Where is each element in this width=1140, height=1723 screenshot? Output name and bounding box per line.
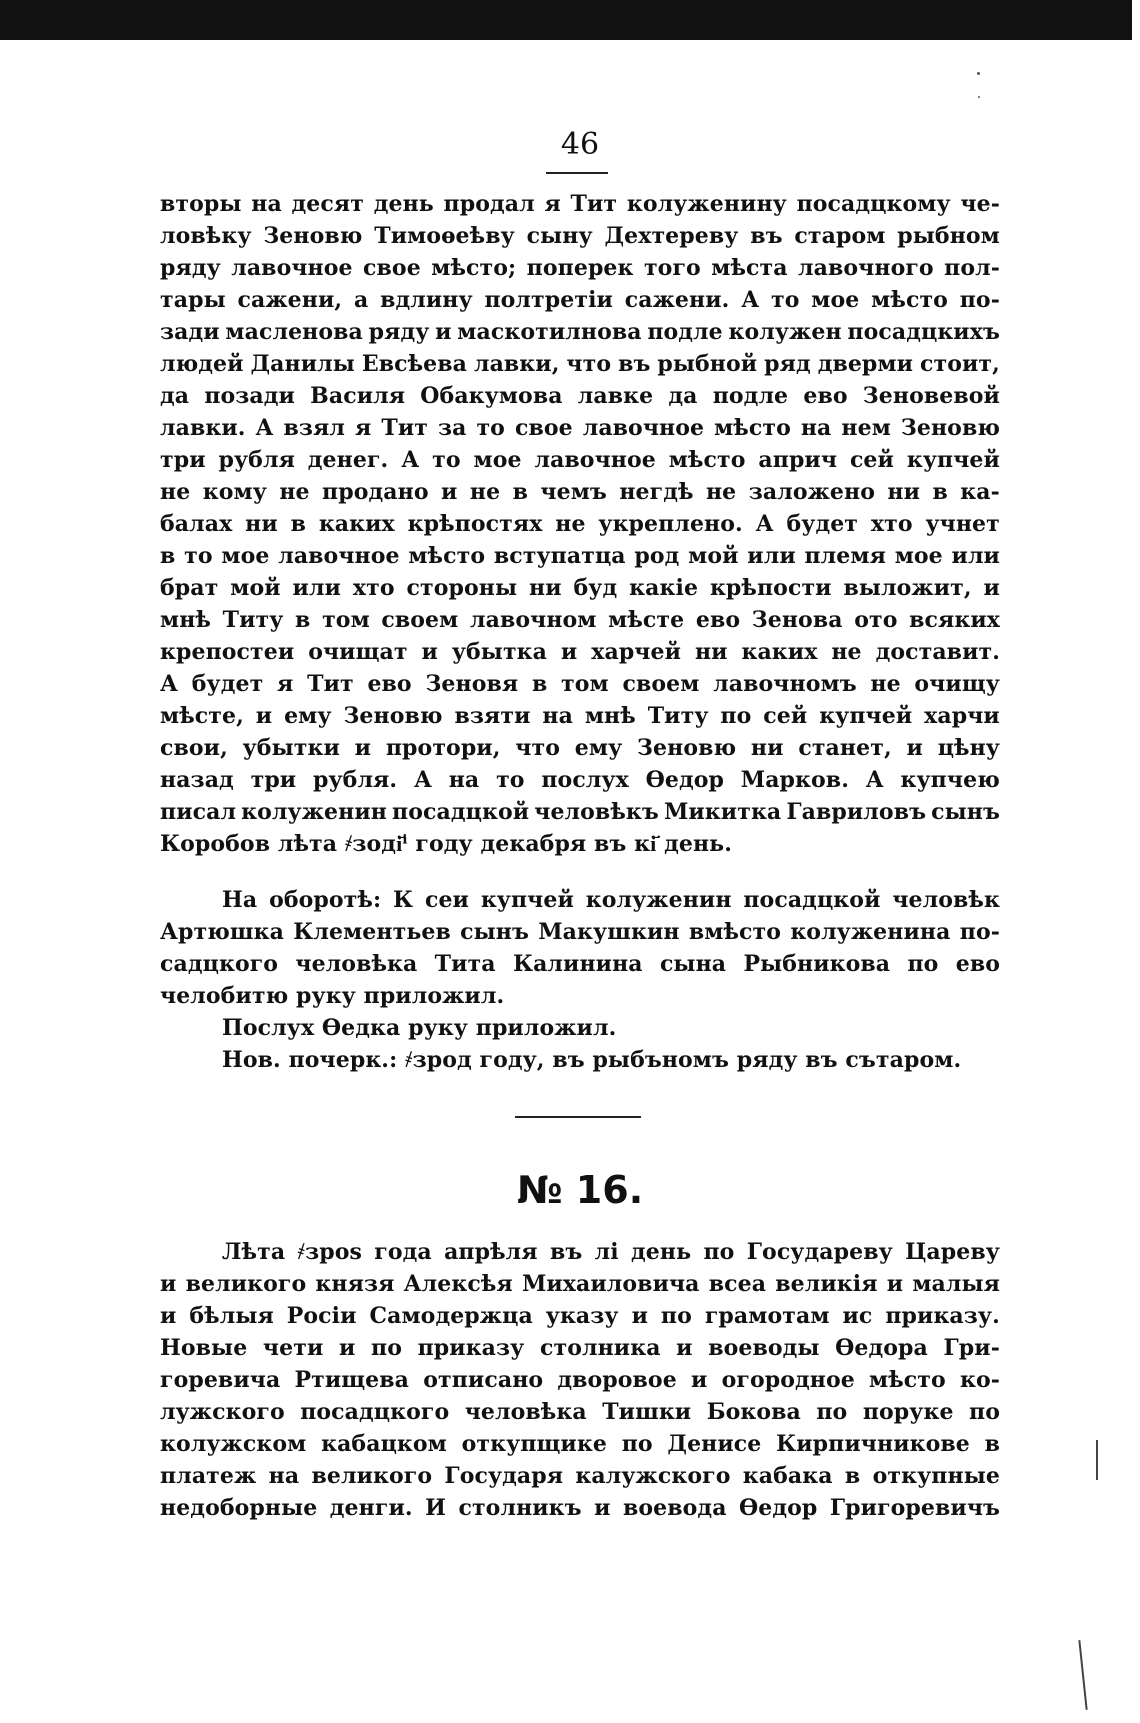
text-line: свои, убытки и протори, что ему Зеновю ни станет, и цѣну <box>160 735 1000 761</box>
text-line: мѣсте, и ему Зеновю взяти на мнѣ Титу по сей купчей харчи <box>160 703 1000 729</box>
text-line: А будет я Тит ево Зеновя в том своем лавочномъ не очищу <box>160 671 1000 697</box>
text-line: Артюшка Клементьев сынъ Макушкин вмѣсто колуженина по- <box>160 919 1000 945</box>
scan-artifact-dot <box>977 72 980 75</box>
new-hand-line: Нов. почерк.: ҂зрод году, въ рыбъномъ ряду въ сътаром. <box>222 1047 962 1073</box>
text-line: да позади Василя Обакумова лавке да подле ево Зеновевой <box>160 383 1000 409</box>
text-line: и бѣлыя Росiи Самодержца указу и по грамотам ис приказу. <box>160 1303 1000 1329</box>
text-line: горевича Ртищева отписано дворовое и огородное мѣсто ко- <box>160 1367 1000 1393</box>
witness-line: Послух Ѳедка руку приложил. <box>222 1015 617 1041</box>
text-line: челобитю руку приложил. <box>160 983 505 1009</box>
text-line: и великого князя Алексѣя Михаиловича всеа великiя и малыя <box>160 1271 1000 1297</box>
text-line: лавки. А взял я Тит за то свое лавочное мѣсто на нем Зеновю <box>160 415 1000 441</box>
scan-top-border <box>0 0 1132 40</box>
text-line: мнѣ Титу в том своем лавочном мѣсте ево Зенова ото всяких <box>160 607 1000 633</box>
paragraph-2 <box>160 884 1000 1076</box>
text-line: платеж на великого Государя калужского кабака в откупные <box>160 1463 1000 1489</box>
text-line: Новые чети и по приказу столника и воеводы Ѳедора Гри- <box>160 1335 1000 1361</box>
text-line: Коробов лѣта ҂зоді҃ⁱ году декабря въ кі҃ день. <box>160 831 732 857</box>
scan-artifact-mark <box>1096 1440 1098 1480</box>
text-line: крепостеи очищат и убытка и харчей ни каких не доставит. <box>160 639 1000 665</box>
text-line: не кому не продано и не в чемъ негдѣ не заложено ни в ка- <box>160 479 1000 505</box>
text-line: зади масленова ряду и маскотилнова подле колужен посадцкихъ <box>160 319 1000 345</box>
page-number-underline <box>546 172 608 174</box>
text-line: колужском кабацком откупщике по Денисе Кирпичникове в <box>160 1431 1000 1457</box>
text-line: ловѣку Зеновю Тимоѳеѣву сыну Дехтереву въ старом рыбном <box>160 223 1000 249</box>
text-line: балах ни в каких крѣпостях не укреплено. А будет хто учнет <box>160 511 1000 537</box>
paragraph-3 <box>160 1236 1000 1524</box>
text-line: ряду лавочное свое мѣсто; поперек того мѣста лавочного пол- <box>160 255 1000 281</box>
text-line: брат мой или хто стороны ни буд какiе крѣпости выложит, и <box>160 575 1000 601</box>
text-line: На оборотѣ: К сеи купчей колуженин посадцкой человѣк <box>222 887 1000 913</box>
document-number-heading: № 16. <box>516 1168 644 1212</box>
page-number: 46 <box>560 127 600 162</box>
scan-artifact-dot <box>978 96 980 98</box>
text-line: три рубля денег. А то мое лавочное мѣсто априч сей купчей <box>160 447 1000 473</box>
text-line: Лѣта ҂зроѕ года апрѣля въ лі день по Государеву Цареву <box>222 1239 1000 1265</box>
paragraph-1 <box>160 188 1000 860</box>
section-divider <box>515 1116 641 1118</box>
text-line: лужского посадцкого человѣка Тишки Бокова по поруке по <box>160 1399 1000 1425</box>
text-line: в то мое лавочное мѣсто вступатца род мой или племя мое или <box>160 543 1000 569</box>
text-line: недоборные денги. И столникъ и воевода Ѳедор Григоревичъ <box>160 1495 1000 1521</box>
text-line: тары сажени, а вдлину полтретiи сажени. А то мое мѣсто по- <box>160 287 1000 313</box>
scan-artifact-mark <box>1078 1640 1087 1710</box>
text-line: садцкого человѣка Тита Калинина сына Рыбникова по ево <box>160 951 1000 977</box>
text-line: вторы на десят день продал я Тит колуженину посадцкому че- <box>160 191 1000 217</box>
text-line: писал колуженин посадцкой человѣкъ Микитка Гавриловъ сынъ <box>160 799 1000 825</box>
text-line: людей Данилы Евсѣева лавки, что въ рыбной ряд дверми стоит, <box>160 351 1000 377</box>
text-line: назад три рубля. А на то послух Ѳедор Марков. А купчею <box>160 767 1000 793</box>
